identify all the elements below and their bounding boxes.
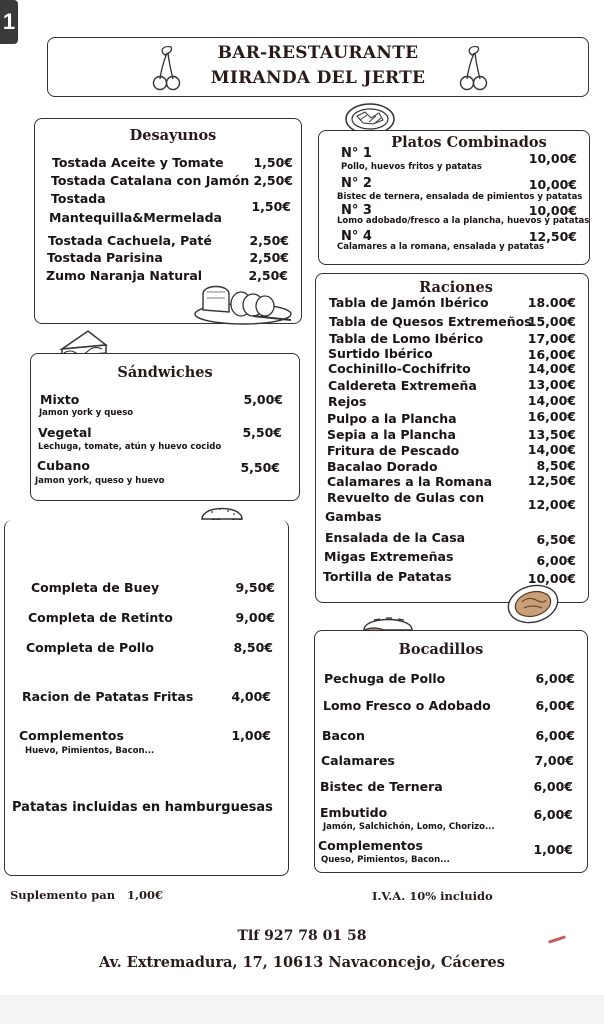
section-platos-combinados bbox=[318, 130, 590, 265]
menu-item-price: 1,50€ bbox=[251, 199, 291, 214]
suplemento-pan-price: 1,00€ bbox=[127, 888, 164, 902]
menu-item-price: 8,50€ bbox=[536, 458, 576, 473]
menu-item: N° 4 bbox=[341, 229, 372, 244]
menu-item-price: 6,00€ bbox=[533, 807, 573, 822]
menu-item-price: 6,00€ bbox=[533, 779, 573, 794]
menu-item-price: 2,50€ bbox=[249, 233, 289, 248]
suplemento-pan-label: Suplemento pan bbox=[10, 888, 116, 902]
menu-item-price: 1,50€ bbox=[253, 155, 293, 170]
menu-item: N° 1 bbox=[341, 146, 372, 161]
restaurant-type: BAR-RESTAURANTE bbox=[217, 43, 419, 63]
section-title: Bocadillos bbox=[398, 641, 484, 658]
menu-item-price: 10,00€ bbox=[528, 177, 577, 192]
menu-item-price: 13,50€ bbox=[527, 427, 576, 442]
menu-item: Bacalao Dorado bbox=[327, 459, 438, 474]
menu-item: Pechuga de Pollo bbox=[324, 671, 446, 686]
menu-item-desc: Pollo, huevos fritos y patatas bbox=[341, 162, 482, 172]
section-bocadillos bbox=[314, 630, 588, 873]
hamburguesas-note: Patatas incluidas en hamburguesas bbox=[12, 800, 273, 815]
menu-item-price: 16,00€ bbox=[527, 347, 576, 362]
page-number-badge: 1 bbox=[0, 0, 18, 44]
menu-item: Lomo Fresco o Adobado bbox=[323, 698, 491, 713]
tortilla-icon bbox=[506, 584, 560, 624]
section-title: Desayunos bbox=[129, 127, 217, 144]
menu-item-price: 5,50€ bbox=[242, 425, 282, 440]
menu-item-price: 10,00€ bbox=[528, 151, 577, 166]
address: Av. Extremadura, 17, 10613 Navaconcejo, Cáceres bbox=[99, 954, 505, 971]
menu-item-desc: Huevo, Pimientos, Bacon... bbox=[25, 746, 155, 756]
menu-item-price: 1,00€ bbox=[533, 842, 573, 857]
phone-number: Tlf 927 78 01 58 bbox=[237, 928, 367, 944]
menu-item: N° 3 bbox=[341, 203, 372, 218]
menu-item-price: 5,00€ bbox=[243, 392, 283, 407]
menu-item: Tabla de Quesos Extremeños bbox=[329, 314, 532, 329]
menu-item: N° 2 bbox=[341, 176, 372, 191]
iva-note: I.V.A. 10% incluido bbox=[372, 889, 493, 903]
menu-item-price: 13,00€ bbox=[527, 377, 576, 392]
menu-item-price: 15,00€ bbox=[527, 314, 576, 329]
menu-item: Calamares bbox=[321, 753, 395, 768]
menu-item: Complementos bbox=[318, 838, 423, 853]
menu-item-desc: Jamon york, queso y huevo bbox=[35, 476, 165, 486]
menu-item-price: 14,00€ bbox=[527, 393, 576, 408]
bread-icon bbox=[193, 280, 293, 326]
menu-item: Racion de Patatas Fritas bbox=[22, 689, 194, 704]
menu-item: Tabla de Lomo Ibérico bbox=[329, 331, 484, 346]
menu-item: Completa de Retinto bbox=[28, 610, 173, 625]
menu-item: Completa de Buey bbox=[31, 580, 160, 595]
menu-item-desc: Lomo adobado/fresco a la plancha, huevos y patatas bbox=[337, 216, 590, 226]
menu-item-desc: Calamares a la romana, ensalada y patatas bbox=[337, 242, 545, 252]
menu-item: Tostada Catalana con Jamón bbox=[51, 173, 250, 188]
menu-item: Bistec de Ternera bbox=[320, 779, 443, 794]
menu-item-price: 5,50€ bbox=[240, 460, 280, 475]
section-raciones bbox=[315, 273, 589, 603]
restaurant-name: MIRANDA DEL JERTE bbox=[210, 68, 426, 88]
menu-item: Rejos bbox=[328, 394, 367, 409]
menu-item-price: 10,00€ bbox=[527, 571, 576, 586]
menu-item: Tabla de Jamón Ibérico bbox=[329, 295, 489, 310]
menu-item-desc: Bistec de ternera, ensalada de pimientos y patatas bbox=[337, 192, 583, 202]
menu-item-price: 14,00€ bbox=[527, 361, 576, 376]
bottom-bar bbox=[0, 995, 604, 1024]
menu-item-price: 17,00€ bbox=[527, 331, 576, 346]
menu-item-price: 14,00€ bbox=[527, 442, 576, 457]
menu-item-price: 9,00€ bbox=[235, 610, 275, 625]
header-banner bbox=[47, 37, 589, 97]
menu-item-line2: Gambas bbox=[325, 509, 382, 524]
menu-item: Caldereta Extremeña bbox=[328, 378, 477, 393]
menu-item-price: 1,00€ bbox=[231, 728, 271, 743]
menu-item: Tostada bbox=[51, 191, 106, 206]
menu-item-desc: Queso, Pimientos, Bacon... bbox=[321, 855, 450, 865]
menu-item: Embutido bbox=[320, 805, 388, 820]
menu-item: Mixto bbox=[40, 392, 80, 407]
menu-item-price: 6,00€ bbox=[535, 671, 575, 686]
section-title: Platos Combinados bbox=[391, 134, 547, 151]
menu-item-desc: Jamon york y queso bbox=[39, 408, 134, 418]
menu-item: Tostada Cachuela, Paté bbox=[48, 233, 212, 248]
menu-item: Ensalada de la Casa bbox=[325, 530, 466, 545]
menu-item-price: 6,00€ bbox=[536, 553, 576, 568]
cherry-icon-right bbox=[458, 43, 490, 91]
section-hamburguesas-body bbox=[4, 520, 289, 876]
menu-item: Migas Extremeñas bbox=[324, 549, 454, 564]
menu-item-price: 8,50€ bbox=[233, 640, 273, 655]
menu-item-price: 2,50€ bbox=[253, 173, 293, 188]
menu-item: Tostada Aceite y Tomate bbox=[52, 155, 224, 170]
menu-item-line2: Mantequilla&Mermelada bbox=[49, 210, 222, 225]
menu-item: Tortilla de Patatas bbox=[323, 569, 452, 584]
menu-item: Tostada Parisina bbox=[47, 250, 163, 265]
menu-item-price: 12,50€ bbox=[527, 473, 576, 488]
menu-item: Complementos bbox=[19, 728, 124, 743]
menu-item-price: 6,00€ bbox=[535, 728, 575, 743]
menu-item-desc: Lechuga, tomate, atún y huevo cocido bbox=[38, 442, 222, 452]
menu-item: Cochinillo-Cochifrito bbox=[328, 361, 471, 376]
menu-item-price: 12,50€ bbox=[528, 229, 577, 244]
menu-item: Zumo Naranja Natural bbox=[46, 268, 203, 283]
menu-item: Revuelto de Gulas con bbox=[327, 490, 485, 505]
menu-item-desc: Jamón, Salchichón, Lomo, Chorizo... bbox=[323, 822, 495, 832]
menu-item: Pulpo a la Plancha bbox=[327, 411, 457, 426]
section-sandwiches bbox=[30, 353, 300, 501]
menu-item-price: 6,00€ bbox=[535, 698, 575, 713]
menu-item-price: 6,50€ bbox=[536, 532, 576, 547]
menu-item-price: 7,00€ bbox=[534, 753, 574, 768]
menu-item: Cubano bbox=[37, 458, 90, 473]
menu-item: Completa de Pollo bbox=[26, 640, 154, 655]
menu-item-price: 9,50€ bbox=[235, 580, 275, 595]
menu-item-price: 16,00€ bbox=[527, 409, 576, 424]
menu-item: Vegetal bbox=[38, 425, 92, 440]
menu-item-price: 2,50€ bbox=[248, 268, 288, 283]
section-title: Sándwiches bbox=[117, 364, 213, 381]
menu-item: Surtido Ibérico bbox=[328, 346, 433, 361]
menu-item-price: 10,00€ bbox=[528, 203, 577, 218]
section-title: Raciones bbox=[419, 279, 493, 296]
menu-item-price: 12,00€ bbox=[527, 497, 576, 512]
menu-item: Bacon bbox=[322, 728, 365, 743]
menu-item-price: 18.00€ bbox=[527, 295, 576, 310]
menu-item: Fritura de Pescado bbox=[327, 443, 460, 458]
menu-item-price: 4,00€ bbox=[231, 689, 271, 704]
menu-item: Calamares a la Romana bbox=[327, 474, 493, 489]
menu-item: Sepia a la Plancha bbox=[327, 427, 456, 442]
menu-item-price: 2,50€ bbox=[249, 250, 289, 265]
